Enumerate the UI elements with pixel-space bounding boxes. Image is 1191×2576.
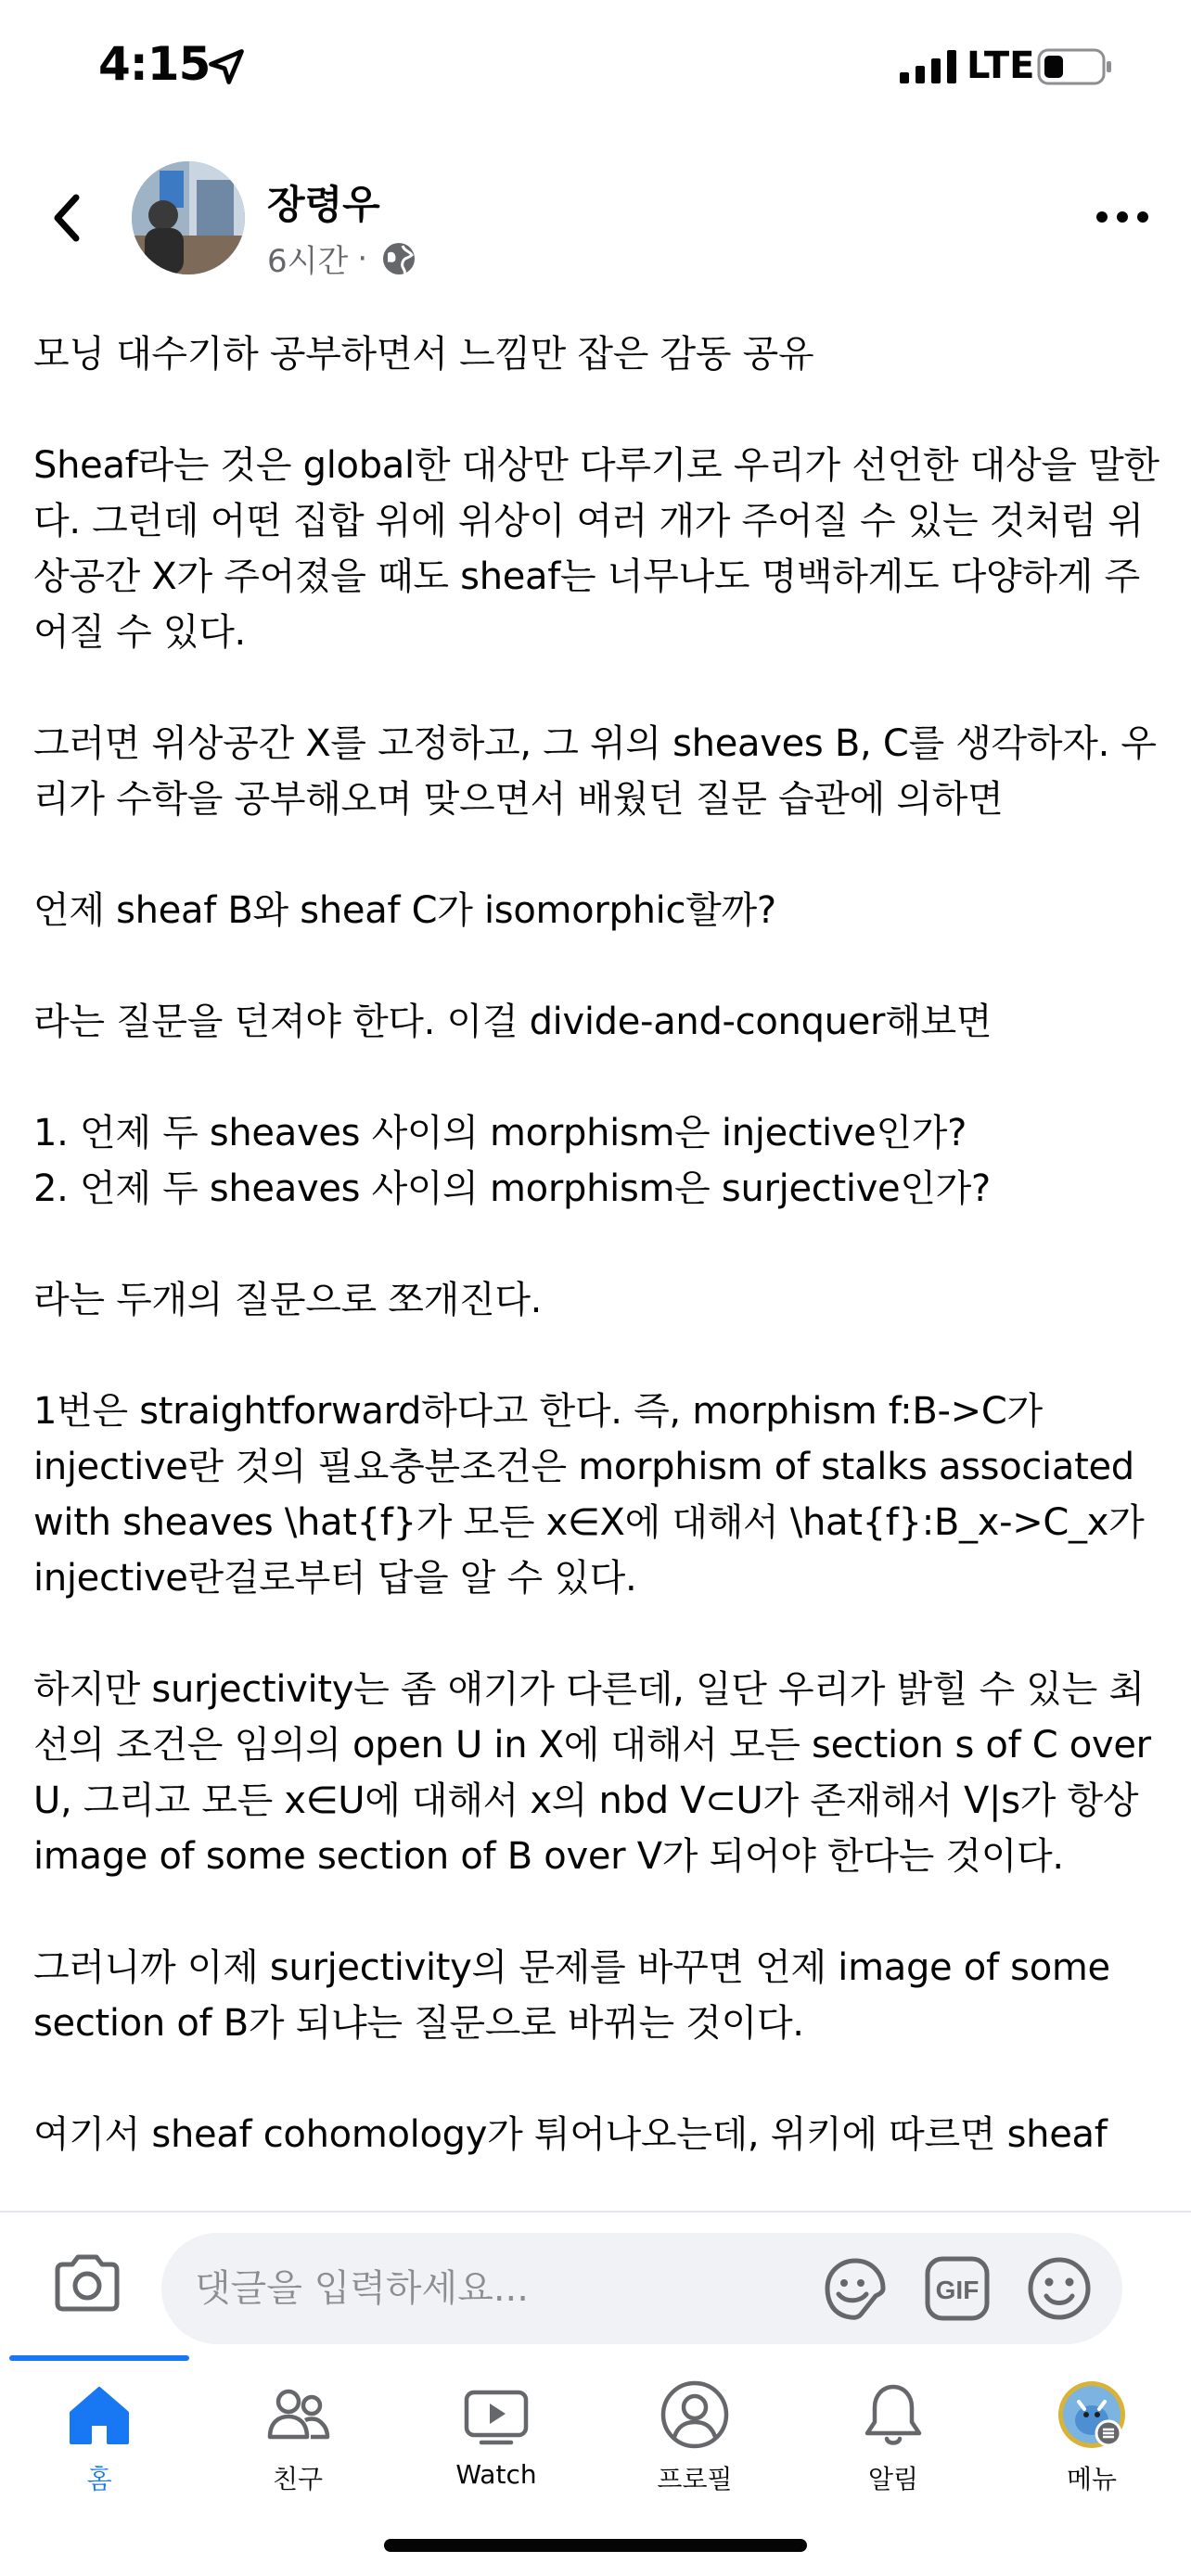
- tab-label: 홈: [86, 2464, 112, 2494]
- friends-icon: [261, 2378, 335, 2452]
- signal-icon: [900, 50, 957, 83]
- post-paragraph: 모닝 대수기하 공부하면서 느낌만 잡은 감동 공유: [33, 333, 814, 376]
- post-paragraph: 1. 언제 두 sheaves 사이의 morphism은 injective인가? 2. 언제 두 sheaves 사이의 morphism은 surjective인가?: [33, 1112, 991, 1210]
- sticker-icon[interactable]: [818, 2253, 889, 2324]
- back-button[interactable]: [45, 190, 91, 246]
- more-options-button[interactable]: [1095, 206, 1150, 228]
- post-body: [33, 326, 1159, 2209]
- camera-icon[interactable]: [52, 2251, 122, 2315]
- bell-icon: [856, 2378, 930, 2452]
- tab-watch[interactable]: [397, 2378, 596, 2517]
- location-arrow-icon: [206, 46, 247, 87]
- post-paragraph: Sheaf라는 것은 global한 대상만 다루기로 우리가 선언한 대상을 말한다. 그런데 어떤 집합 위에 위상이 여러 개가 주어질 수 있는 것처럼 위상공간 X가 주어졌을 때도 sheaf는 너무나도 명백하게도 다양하게 주어질 수 있다.: [33, 444, 1159, 654]
- post-paragraph: 그러니까 이제 surjectivity의 문제를 바꾸면 언제 image of some section of B가 되냐는 질문으로 바뀌는 것이다.: [33, 1946, 1110, 2045]
- post-meta: [267, 236, 417, 281]
- active-tab-indicator: [9, 2355, 189, 2361]
- post-time[interactable]: 6시간: [267, 243, 349, 280]
- comment-bar: [0, 2211, 1191, 2352]
- tab-label: 알림: [867, 2464, 919, 2494]
- profile-icon: [658, 2378, 732, 2452]
- post-paragraph: 언제 sheaf B와 sheaf C가 isomorphic할까?: [33, 889, 776, 932]
- status-time: 4:15: [98, 37, 211, 91]
- post-paragraph: 라는 두개의 질문으로 쪼개진다.: [33, 1279, 543, 1321]
- tab-label: 친구: [272, 2464, 324, 2494]
- smile-icon[interactable]: [1026, 2255, 1093, 2322]
- tab-home[interactable]: [0, 2378, 198, 2517]
- network-label: LTE: [967, 45, 1035, 87]
- post-paragraph: 그러면 위상공간 X를 고정하고, 그 위의 sheaves B, C를 생각하자. 우리가 수학을 공부해오며 맞으면서 배웠던 질문 습관에 의하면: [33, 722, 1157, 821]
- tab-label: 메뉴: [1066, 2464, 1118, 2494]
- post-paragraph: 여기서 sheaf cohomology가 튀어나오는데, 위키에 따르면 sheaf: [33, 2113, 1108, 2156]
- home-indicator[interactable]: [384, 2539, 807, 2552]
- tab-label: Watch: [455, 2459, 537, 2490]
- tab-label: 프로필: [657, 2464, 733, 2494]
- author-name[interactable]: 장령우: [267, 182, 380, 227]
- battery-icon: [1037, 48, 1113, 85]
- post-paragraph: 라는 질문을 던져야 한다. 이걸 divide-and-conquer해보면: [33, 1001, 992, 1043]
- post-paragraph: 1번은 straightforward하다고 한다. 즉, morphism f:B->C가 injective란 것의 필요충분조건은 morphism of stalks associated with sheaves \hat{f}가 모든 x∈X에 대해서 \hat{f}:B_x->C_x가 injective란걸로부터 답을 알 수 있다.: [33, 1390, 1145, 1600]
- tab-friends[interactable]: [198, 2378, 397, 2517]
- watch-icon: [459, 2378, 533, 2452]
- meta-separator: ·: [357, 239, 368, 277]
- home-icon: [62, 2378, 136, 2452]
- post-paragraph: 하지만 surjectivity는 좀 얘기가 다른데, 일단 우리가 밝힐 수 있는 최선의 조건은 임의의 open U in X에 대해서 모든 section s of C over U, 그리고 모든 x∈U에 대해서 x의 nbd V⊂U가 존재해서 V|s가 항상 image of some section of B over V가 되어야 한다는 것이다.: [33, 1668, 1151, 1878]
- svg-text:GIF: GIF: [935, 2276, 980, 2304]
- tab-menu[interactable]: [992, 2378, 1191, 2517]
- menu-avatar-icon: [1055, 2378, 1129, 2452]
- globe-icon: [380, 240, 417, 277]
- status-bar: [0, 0, 1191, 139]
- tab-notifications[interactable]: [794, 2378, 992, 2517]
- gif-icon[interactable]: [924, 2255, 991, 2322]
- author-avatar[interactable]: [132, 161, 245, 274]
- tab-profile[interactable]: [596, 2378, 794, 2517]
